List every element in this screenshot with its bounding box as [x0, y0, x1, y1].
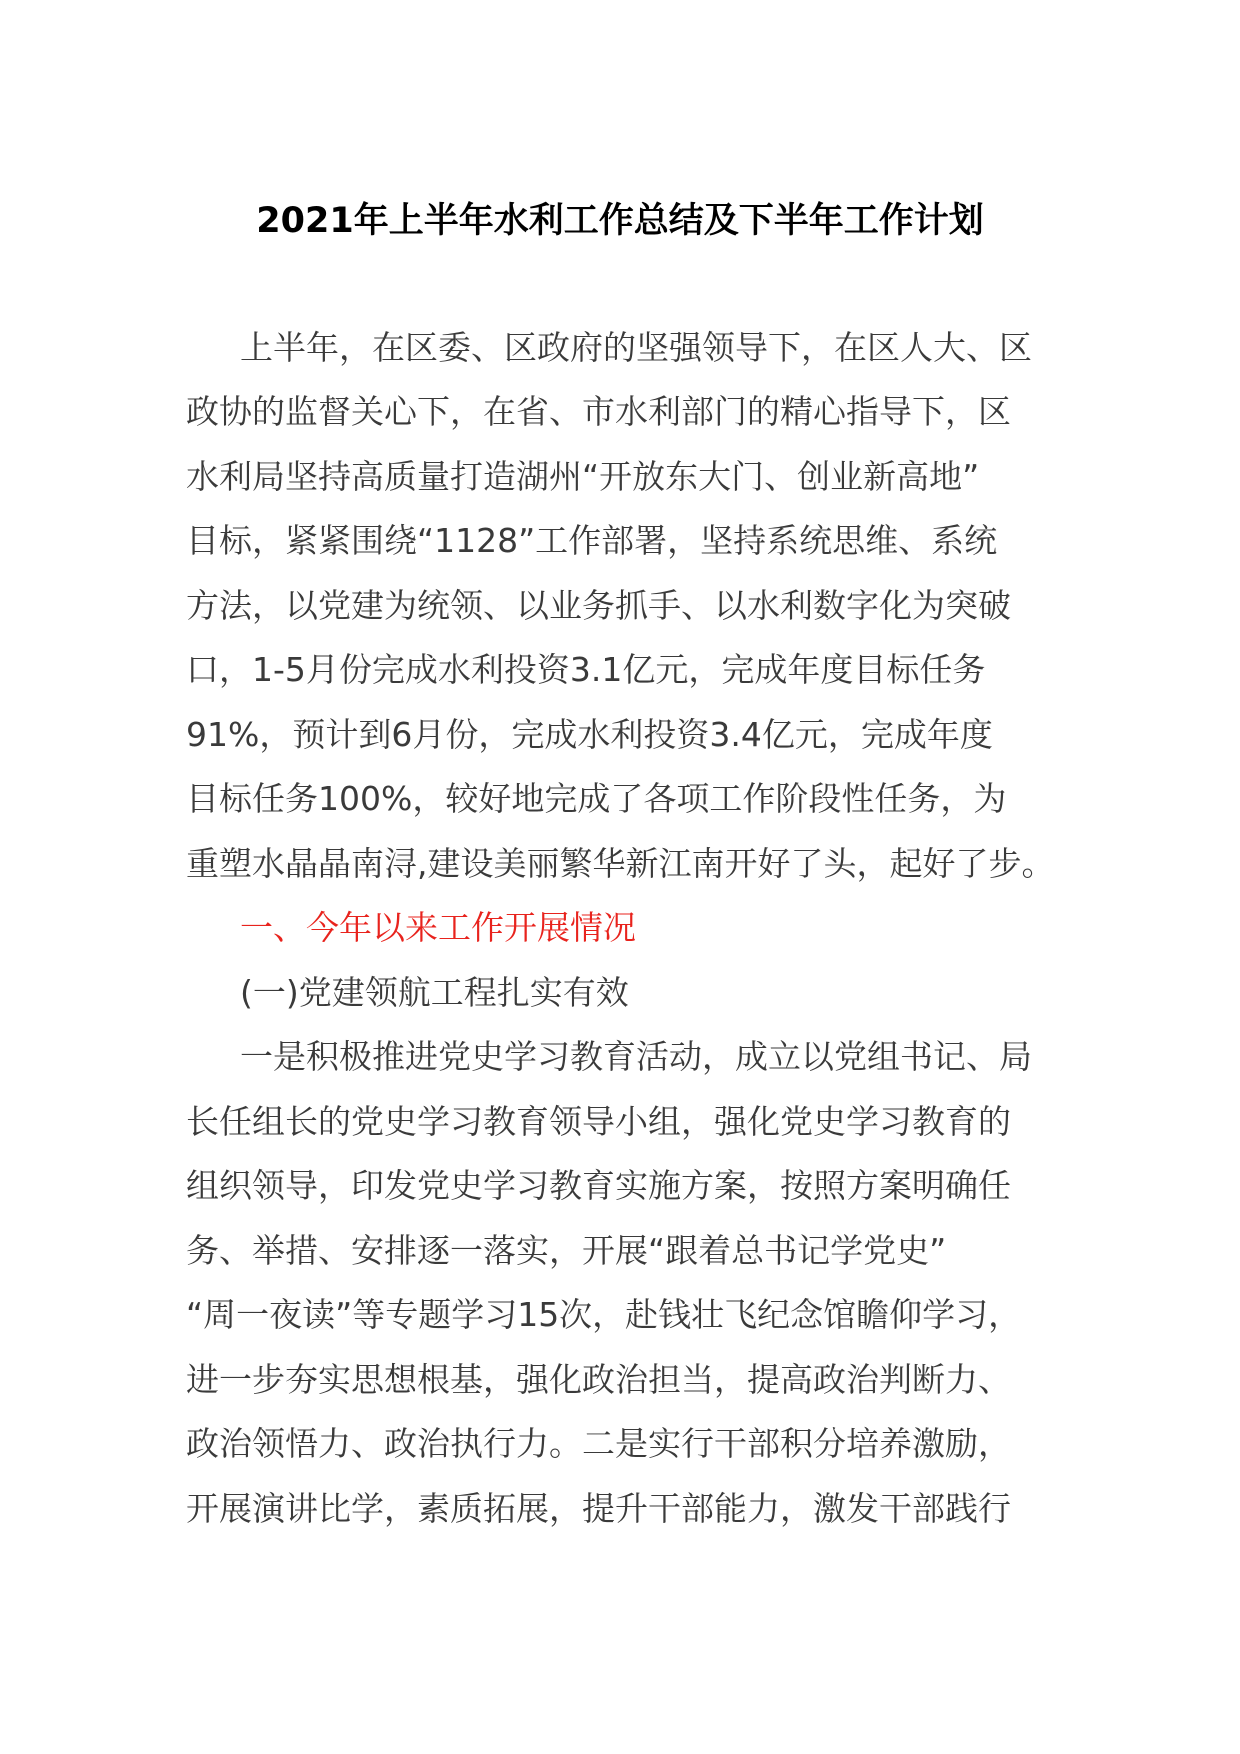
body-paragraph-line: 一是积极推进党史学习教育活动，成立以党组书记、局 [240, 1037, 1032, 1076]
section-heading: 一、今年以来工作开展情况 [240, 908, 636, 947]
subsection-heading: (一)党建领航工程扎实有效 [240, 973, 629, 1012]
intro-paragraph-line: 口，1-5月份完成水利投资3.1亿元，完成年度目标任务 [186, 650, 986, 689]
body-paragraph-line: 进一步夯实思想根基，强化政治担当，提高政治判断力、 [186, 1360, 1011, 1399]
intro-paragraph-line: 目标任务100%，较好地完成了各项工作阶段性任务，为 [186, 779, 1007, 818]
body-paragraph-line: “周一夜读”等专题学习15次，赴钱壮飞纪念馆瞻仰学习， [186, 1295, 1022, 1334]
body-paragraph-line: 长任组长的党史学习教育领导小组，强化党史学习教育的 [186, 1102, 1011, 1141]
body-paragraph-line: 组织领导，印发党史学习教育实施方案，按照方案明确任 [186, 1166, 1011, 1205]
intro-paragraph-line: 水利局坚持高质量打造湖州“开放东大门、创业新高地” [186, 457, 980, 496]
intro-paragraph-line: 政协的监督关心下，在省、市水利部门的精心指导下，区 [186, 392, 1011, 431]
intro-paragraph-line: 方法，以党建为统领、以业务抓手、以水利数字化为突破 [186, 586, 1011, 625]
body-paragraph-line: 务、举措、安排逐一落实，开展“跟着总书记学党史” [186, 1231, 947, 1270]
body-paragraph-line: 政治领悟力、政治执行力。二是实行干部积分培养激励， [186, 1424, 1011, 1463]
intro-paragraph-line: 上半年，在区委、区政府的坚强领导下，在区人大、区 [240, 328, 1032, 367]
document-title: 2021年上半年水利工作总结及下半年工作计划 [256, 201, 984, 241]
body-paragraph-line: 开展演讲比学，素质拓展，提升干部能力，激发干部践行 [186, 1489, 1011, 1528]
intro-paragraph-line: 重塑水晶晶南浔,建设美丽繁华新江南开好了头，起好了步。 [186, 844, 1055, 883]
intro-paragraph-line: 目标，紧紧围绕“1128”工作部署，坚持系统思维、系统 [186, 521, 998, 560]
intro-paragraph-line: 91%，预计到6月份，完成水利投资3.4亿元，完成年度 [186, 715, 993, 754]
